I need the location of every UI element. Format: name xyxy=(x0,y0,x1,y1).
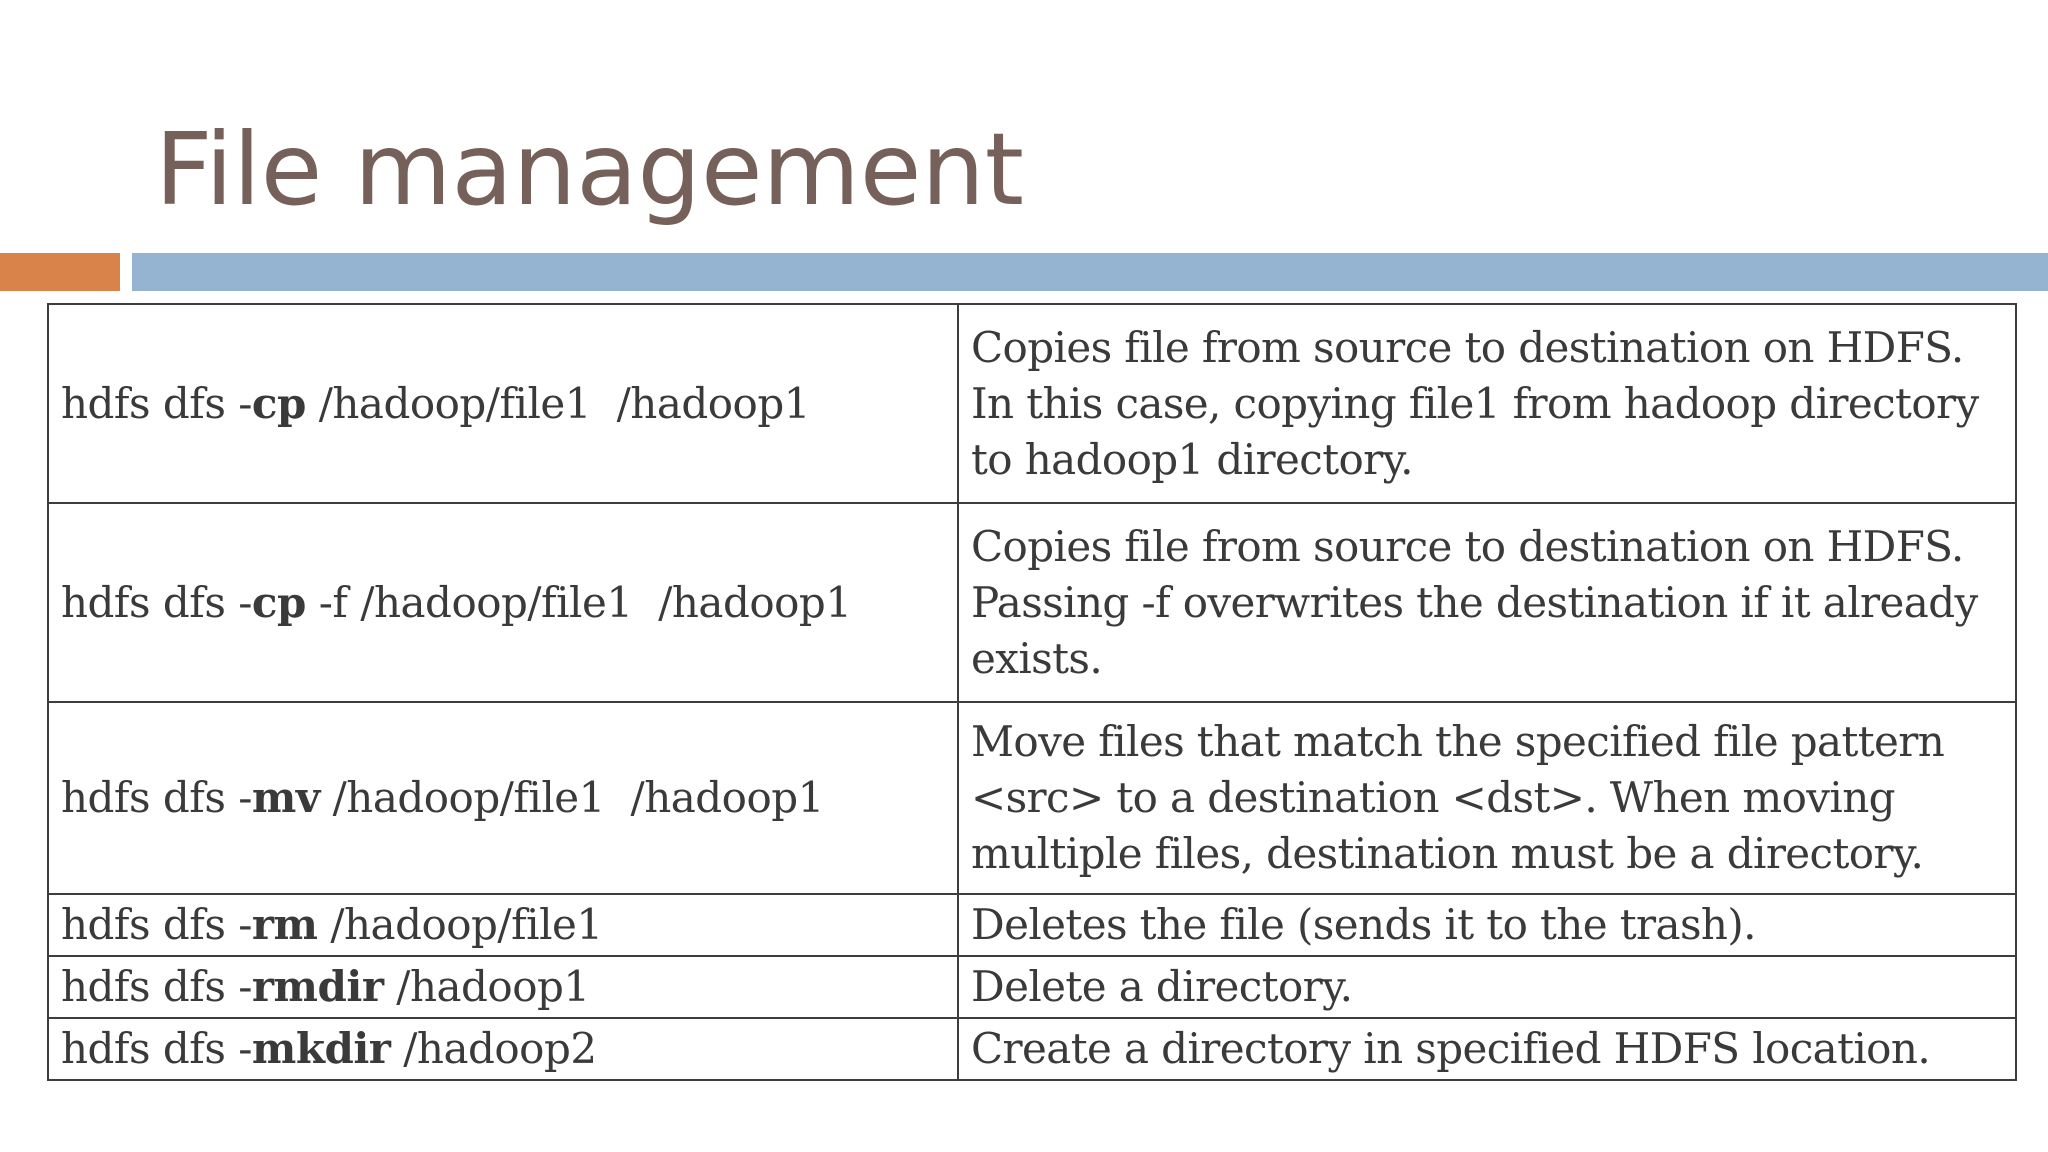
description-cell: Copies file from source to destination on HDFS. In this case, copying file1 from hadoop directory to hadoop1 directory. xyxy=(958,304,2016,503)
command-op: cp xyxy=(251,577,306,627)
accent-bar-orange xyxy=(0,253,120,291)
command-cell xyxy=(48,894,958,956)
command-cell xyxy=(48,956,958,1018)
description-cell: Copies file from source to destination on HDFS. Passing -f overwrites the destination if it already exists. xyxy=(958,503,2016,702)
accent-bar-blue xyxy=(132,253,2048,291)
table-row xyxy=(48,503,2016,702)
table-row xyxy=(48,304,2016,503)
table-row xyxy=(48,894,2016,956)
command-op: cp xyxy=(251,378,306,428)
command-args: /hadoop2 xyxy=(390,1024,597,1073)
command-cell xyxy=(48,702,958,894)
command-op: rmdir xyxy=(251,962,384,1011)
table-row xyxy=(48,702,2016,894)
command-op: rm xyxy=(251,900,318,949)
description-cell: Deletes the file (sends it to the trash). xyxy=(958,894,2016,956)
commands-table xyxy=(47,303,2017,1081)
command-args: /hadoop/file1 xyxy=(317,900,603,949)
command-prefix: hdfs dfs - xyxy=(61,1024,252,1073)
command-cell xyxy=(48,1018,958,1080)
description-cell: Move files that match the specified file pattern <src> to a destination <dst>. When moving multiple files, destination must be a directory. xyxy=(958,702,2016,894)
command-op: mv xyxy=(251,773,320,822)
command-args: /hadoop/file1 /hadoop1 xyxy=(305,378,810,428)
command-prefix: hdfs dfs - xyxy=(61,900,252,949)
command-op: mkdir xyxy=(251,1024,391,1073)
command-prefix: hdfs dfs - xyxy=(61,962,252,1011)
command-args: /hadoop1 xyxy=(383,962,590,1011)
table-row xyxy=(48,956,2016,1018)
command-args: /hadoop/file1 /hadoop1 xyxy=(319,773,824,822)
command-cell xyxy=(48,503,958,702)
description-cell: Create a directory in specified HDFS location. xyxy=(958,1018,2016,1080)
command-args: -f /hadoop/file1 /hadoop1 xyxy=(305,577,852,627)
table-row xyxy=(48,1018,2016,1080)
slide-title: File management xyxy=(155,111,1024,228)
command-cell xyxy=(48,304,958,503)
command-prefix: hdfs dfs - xyxy=(61,577,252,627)
description-cell: Delete a directory. xyxy=(958,956,2016,1018)
command-prefix: hdfs dfs - xyxy=(61,378,252,428)
command-prefix: hdfs dfs - xyxy=(61,773,252,822)
